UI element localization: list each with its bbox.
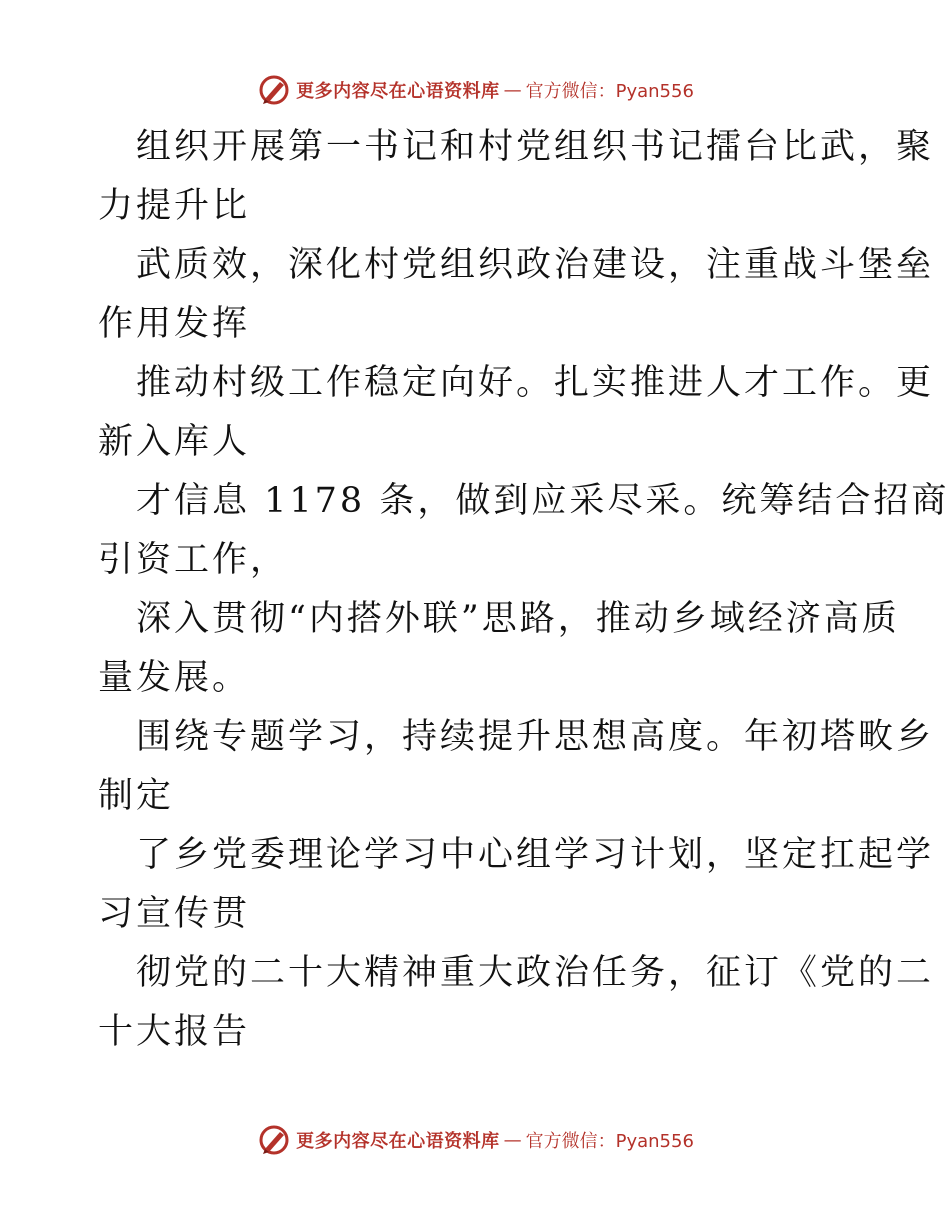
pen-logo-icon (256, 1122, 292, 1158)
text-line: 新入库人 (98, 422, 251, 462)
watermark-text: 更多内容尽在心语资料库 (296, 1131, 500, 1152)
pen-logo-icon (256, 72, 292, 108)
watermark-wechat: 官方微信：Pyan556 (525, 1131, 694, 1152)
text-line: 围绕专题学习，持续提升思想高度。年初塔畋乡 (136, 717, 935, 757)
text-line: 力提升比 (98, 186, 251, 226)
text-line: 彻党的二十大精神重大政治任务，征订《党的二 (136, 953, 935, 993)
document-body (98, 118, 950, 1062)
footer-watermark (0, 1122, 950, 1158)
watermark-dash: — (503, 1129, 522, 1151)
text-line: 作用发挥 (98, 304, 251, 344)
text-line: 武质效，深化村党组织政治建设，注重战斗堡垒 (136, 245, 935, 285)
text-line: 组织开展第一书记和村党组织书记擂台比武，聚 (136, 127, 935, 167)
text-line: 量发展。 (98, 658, 251, 698)
text-line: 了乡党委理论学习中心组学习计划，坚定扛起学 (136, 835, 935, 875)
text-line: 习宣传贯 (98, 894, 251, 934)
text-line: 引资工作， (98, 540, 289, 580)
watermark-wechat: 官方微信：Pyan556 (525, 81, 694, 102)
header-watermark (0, 72, 950, 108)
text-line: 推动村级工作稳定向好。扎实推进人才工作。更 (136, 363, 935, 403)
text-line: 才信息 1178 条，做到应采尽采。统筹结合招商 (136, 481, 950, 521)
text-line: 制定 (98, 776, 175, 816)
text-line: 深入贯彻“内搭外联”思路，推动乡域经济高质 (136, 599, 900, 639)
text-line: 十大报告 (98, 1012, 251, 1052)
watermark-text: 更多内容尽在心语资料库 (296, 81, 500, 102)
watermark-dash: — (503, 79, 522, 101)
